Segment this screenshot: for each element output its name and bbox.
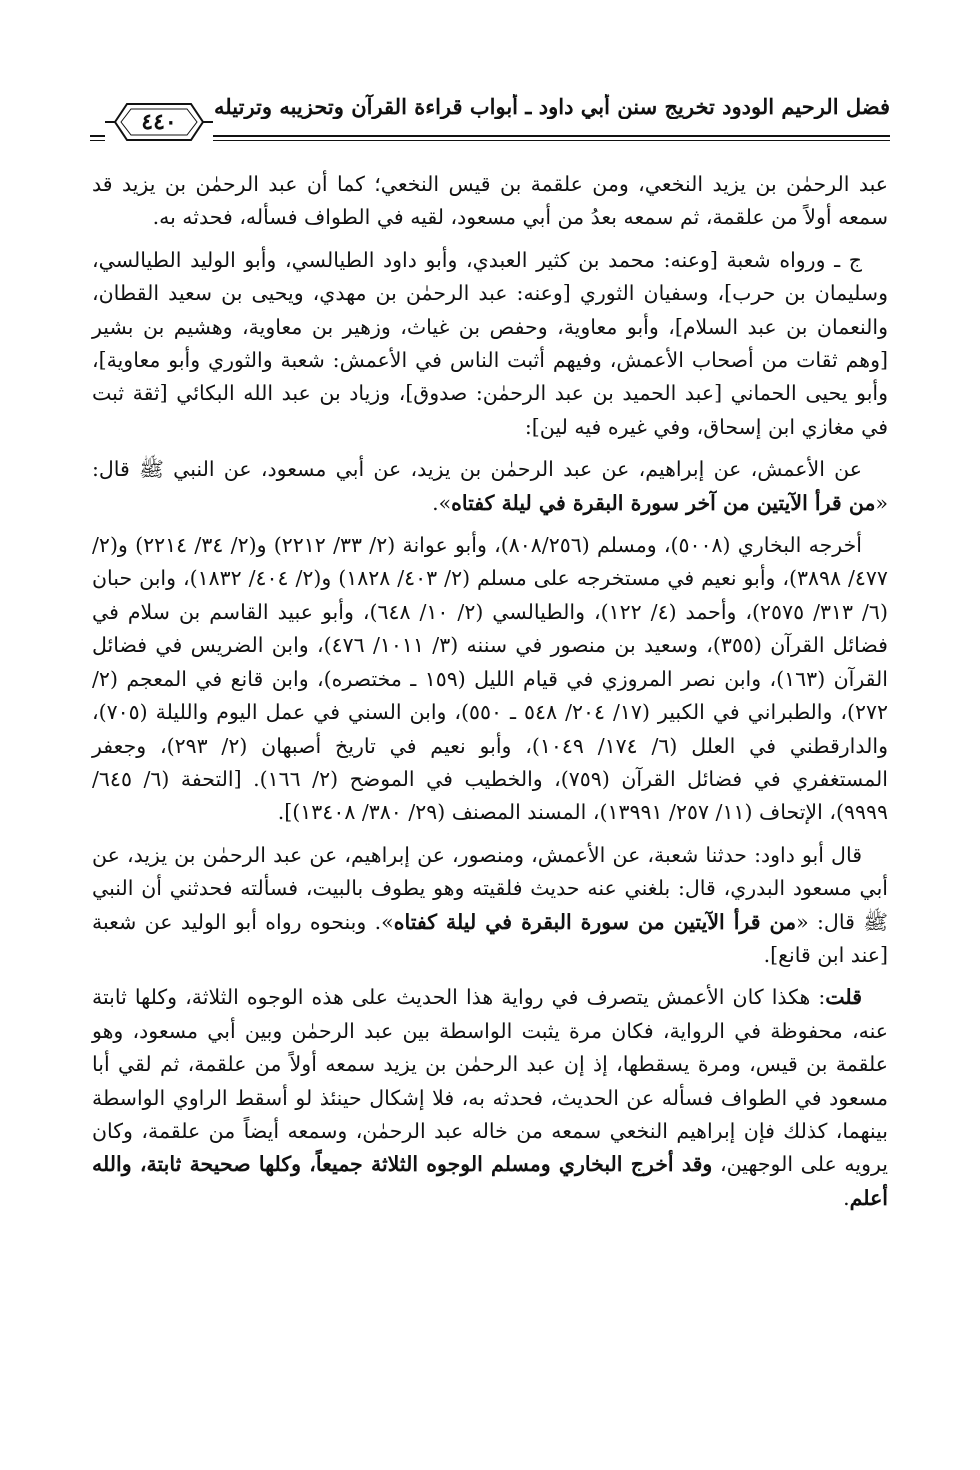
page-number-ornament — [105, 98, 213, 146]
text-run: أخرجه البخاري (٥٠٠٨)، ومسلم (٨٠٨/٢٥٦)، وأبو عوانة (٢/ ٣٣/ ٢٢١٢) و(٢/ ٣٤/ ٢٢١٤) و(٢/ ٤٧٧/ ٣٨٩٨)، وأبو نعيم في مستخرجه على مسلم (٢/ ٤٠٣/ ١٨٢٨) و(٢/ ٤٠٤/ ١٨٣٢)، وابن حبان (٦/ ٣١٣/ ٢٥٧٥)، وأحمد (٤/ ١٢٢)، والطيالسي (٢/ ١٠/ ٦٤٨)، وأبو عبيد القاسم بن سلام في فضائل القرآن (٣٥٥)، وسعيد بن منصور في سننه (٣/ ١٠١١/ ٤٧٦)، وابن الضريس في فضائل القرآن (١٦٣)، وابن نصر المروزي في قيام الليل (١٥٩ ـ مختصره)، وابن قانع في المعجم (٢/ ٢٧٢)، والطبراني في الكبير (١٧/ ٢٠٤/ ٥٤٨ ـ ٥٥٠)، وابن السني في عمل اليوم والليلة (٧٠٥)، والدارقطني في العلل (٦/ ١٧٤/ ١٠٤٩)، وأبو نعيم في تاريخ أصبهان (٢/ ٢٩٣)، وجعفر المستغفري في فضائل القرآن (٧٥٩)، والخطيب في الموضح (٢/ ١٦٦). [التحفة (٦/ ٦٤٥/ ٩٩٩٩)، الإتحاف (١١/ ٢٥٧/ ١٣٩٩١)، المسند المصنف (٢٩/ ٣٨٠/ ١٣٤٠٨)]. — [92, 533, 888, 825]
page-header — [90, 88, 890, 148]
paragraph-p3 — [92, 453, 888, 520]
text-run: . — [843, 1185, 850, 1210]
text-run: عن الأعمش، عن إبراهيم، عن عبد الرحمٰن بن يزيد، عن أبي مسعود، عن النبي ﷺ قال: « — [92, 457, 888, 515]
paragraph-p2 — [92, 244, 888, 444]
bold-text-run: قلت — [825, 985, 862, 1010]
paragraph-p4 — [92, 529, 888, 830]
paragraph-p5 — [92, 839, 888, 973]
text-run: : هكذا كان الأعمش يتصرف في رواية هذا الحديث على هذه الوجوه الثلاثة، وكلها ثابتة عنه، محفوظة في الرواية، فكان مرة يثبت الواسطة بين عبد الرحمٰن وبين أبي مسعود، وهو علقمة بن قيس، ومرة يسقطها، إذ إن عبد الرحمٰن بن يزيد سمعه أولاً من علقمة، ثم لقي أبا مسعود في الطواف فسأله عن الحديث، فحدثه به، فلا إشكال حينئذ لو أسقط الراوي الواسطة بينهما، كذلك فإن إبراهيم النخعي سمعه من خاله عبد الرحمٰن، وسمعه أيضاً من علقمة، وكان يرويه على الوجهين، — [92, 985, 888, 1177]
text-run: ». وبنحوه رواه أبو الوليد عن شعبة [عند ابن قانع]. — [92, 909, 888, 967]
paragraph-p6 — [92, 981, 888, 1215]
running-title: فضل الرحيم الودود تخريج سنن أبي داود ـ أبواب قراءة القرآن وتحزيبه وترتيله — [214, 94, 890, 119]
text-run: ». — [432, 490, 452, 515]
paragraph-p1 — [92, 168, 888, 235]
text-run: قال أبو داود: حدثنا شعبة، عن الأعمش، ومنصور، عن إبراهيم، عن عبد الرحمٰن بن يزيد، عن أبي مسعود البدري، قال: بلغني عنه حديث فلقيته وهو يطوف بالبيت، فسألته فحدثني أن النبي ﷺ قال: « — [92, 842, 889, 934]
bold-text-run: من قرأ الآيتين من آخر سورة البقرة في ليلة كفتاه — [451, 490, 876, 515]
body-text — [92, 168, 888, 1224]
page-number: ٤٤٠ — [141, 109, 177, 135]
bold-text-run: وقد أخرج البخاري ومسلم الوجوه الثلاثة جميعاً، وكلها صحيحة ثابتة، والله أعلم — [92, 1152, 888, 1210]
text-run: عبد الرحمٰن بن يزيد النخعي، ومن علقمة بن قيس النخعي؛ كما أن عبد الرحمٰن بن يزيد قد سمعه أولاً من علقمة، ثم سمعه بعدُ من أبي مسعود، لقيه في الطواف فسأله، فحدثه به. — [92, 172, 888, 230]
bold-text-run: من قرأ الآيتين من سورة البقرة في ليلة كفتاه — [393, 909, 797, 934]
text-run: ج ـ ورواه شعبة [وعنه: محمد بن كثير العبدي، وأبو داود الطيالسي، وأبو الوليد الطيالسي، وسليمان بن حرب]، وسفيان الثوري [وعنه: عبد الرحمٰن بن مهدي، ويحيى بن سعيد القطان، والنعمان بن عبد السلام]، وأبو معاوية، وحفص بن غياث، وزهير بن معاوية، وهشيم بن بشير [وهم ثقات من أصحاب الأعمش، وفيهم أثبت الناس في الأعمش: شعبة والثوري وأبو معاوية]، وأبو يحيى الحماني [عبد الحميد بن عبد الرحمٰن: صدوق]، وزياد بن عبد الله البكائي [ثقة ثبت في مغازي ابن إسحاق، وفي غيره فيه لين]: — [92, 247, 888, 439]
